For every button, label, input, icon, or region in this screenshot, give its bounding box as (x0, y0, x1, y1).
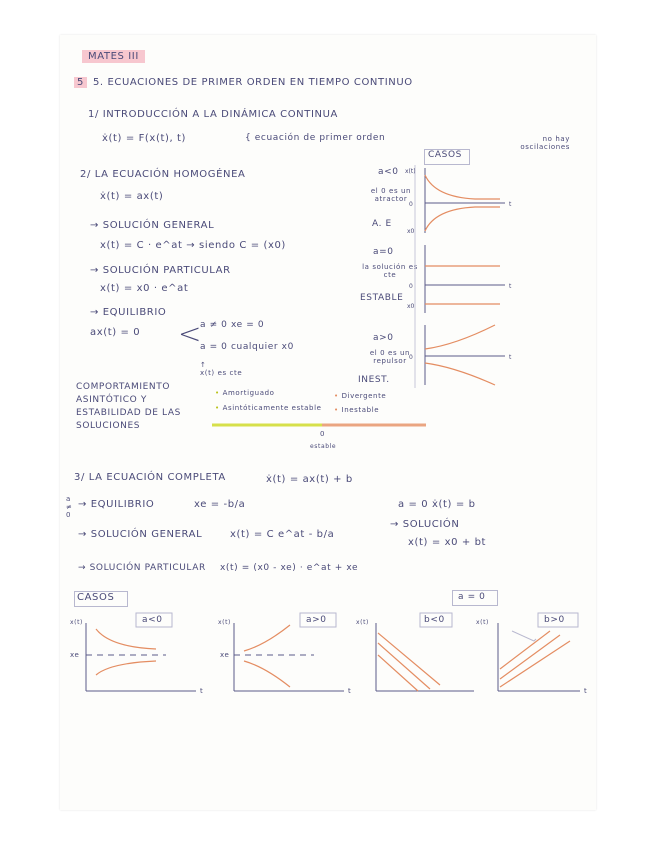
graph2-mark: xe (220, 651, 230, 659)
side-note: no hay oscilaciones (520, 135, 570, 151)
subject-title: MATES III (82, 51, 145, 62)
bottom-a0-label: a = 0 (458, 592, 486, 602)
section3-equation: ẋ(t) = ax(t) + b (266, 474, 353, 485)
graph1-cond: a<0 (142, 615, 163, 625)
case-apos-cond: a>0 (373, 333, 394, 343)
section1-formula: ẋ(t) = F(x(t), t) (102, 133, 187, 144)
particular-solution-label: → SOLUCIÓN PARTICULAR (90, 265, 231, 276)
graph1-xlabel: t (200, 687, 204, 695)
graph2-ylabel: x(t) (218, 619, 231, 626)
svg-text:t: t (509, 354, 512, 361)
legend-item-asintotico: • Asintóticamente estable (215, 404, 322, 412)
case-aneg-desc: el 0 es un atractor (370, 187, 412, 203)
graph4-ylabel: x(t) (476, 619, 489, 626)
general-solution-formula: x(t) = C · e^at → siendo C = (x0) (100, 240, 286, 251)
case-azero-cond: a=0 (373, 247, 394, 257)
legend-title: COMPORTAMIENTO ASINTÓTICO Y ESTABILIDAD DE LAS SOLUCIONES (76, 382, 181, 431)
case-azero-label: ESTABLE (360, 293, 404, 303)
complete-gen-formula: x(t) = C e^at - b/a (230, 529, 335, 540)
complete-part-label: → SOLUCIÓN PARTICULAR (78, 563, 206, 573)
equilibrium-label: → EQUILIBRIO (90, 307, 167, 318)
particular-solution-formula: x(t) = x0 · e^at (100, 283, 189, 294)
svg-text:0: 0 (409, 283, 413, 290)
equilibrium-arrow-note: ↑ x(t) es cte (200, 361, 243, 377)
graph1-mark: xe (70, 651, 80, 659)
brace-symbol: < (178, 317, 203, 350)
graph4-cond: b>0 (544, 615, 565, 625)
section1-title: 1/ INTRODUCCIÓN A LA DINÁMICA CONTINUA (88, 109, 338, 120)
case-apos-label: INEST. (358, 375, 390, 385)
legend-item-inestable: • Inestable (334, 406, 380, 414)
svg-text:x0: x0 (407, 303, 415, 310)
chapter-title: 5 5. ECUACIONES DE PRIMER ORDEN EN TIEMPO CONTINUO (74, 77, 413, 88)
complete-eq-label: → EQUILIBRIO (78, 499, 155, 510)
case-aneg-cond: a<0 (378, 167, 399, 177)
section2-title: 2/ LA ECUACIÓN HOMOGÉNEA (80, 169, 246, 180)
case-azero-desc: la solución es cte (362, 263, 418, 279)
stability-axis (212, 421, 432, 429)
equilibrium-case1: a ≠ 0 xe = 0 (200, 320, 265, 330)
section1-note: { ecuación de primer orden (245, 133, 386, 143)
svg-text:0: 0 (409, 201, 413, 208)
svg-text:t: t (509, 201, 512, 208)
graph2-xlabel: t (348, 687, 352, 695)
section3-title: 3/ LA ECUACIÓN COMPLETA (74, 472, 226, 483)
case-apos-desc: el 0 es un repulsor (369, 349, 411, 365)
a0-equation: a = 0 ẋ(t) = b (398, 499, 476, 510)
graph1-ylabel: x(t) (70, 619, 83, 626)
casos-graphs (405, 163, 535, 393)
a0-solution-label: → SOLUCIÓN (390, 519, 460, 530)
general-solution-label: → SOLUCIÓN GENERAL (90, 220, 215, 231)
a0-solution-formula: x(t) = x0 + bt (408, 537, 487, 548)
legend-item-divergente: • Divergente (334, 392, 387, 400)
section2-equation: ẋ(t) = ax(t) (100, 191, 164, 202)
bottom-casos-title: CASOS (77, 592, 115, 603)
graph2-cond: a>0 (306, 615, 327, 625)
equilibrium-equation: ax(t) = 0 (90, 327, 141, 338)
casos-title: CASOS (428, 150, 462, 160)
graph-label-xt: x(t) (405, 168, 416, 175)
side-a-label: a ≠ 0 (66, 495, 73, 519)
complete-gen-label: → SOLUCIÓN GENERAL (78, 529, 203, 540)
bottom-graphs (60, 595, 596, 735)
axis-label: estable (310, 443, 337, 450)
complete-part-formula: x(t) = (x0 - xe) · e^at + xe (220, 563, 359, 573)
notebook-page (60, 35, 596, 810)
svg-text:x0: x0 (407, 228, 415, 235)
svg-text:t: t (509, 283, 512, 290)
svg-text:0: 0 (409, 354, 413, 361)
complete-eq-formula: xe = -b/a (194, 499, 246, 510)
graph3-cond: b<0 (424, 615, 445, 625)
graph3-ylabel: x(t) (356, 619, 369, 626)
case-aneg-label: A. E (372, 219, 392, 229)
graph4-xlabel: t (584, 687, 588, 695)
legend-item-amortiguado: • Amortiguado (215, 389, 275, 397)
axis-zero: 0 (320, 430, 326, 438)
equilibrium-case2: a = 0 cualquier x0 (200, 342, 294, 352)
